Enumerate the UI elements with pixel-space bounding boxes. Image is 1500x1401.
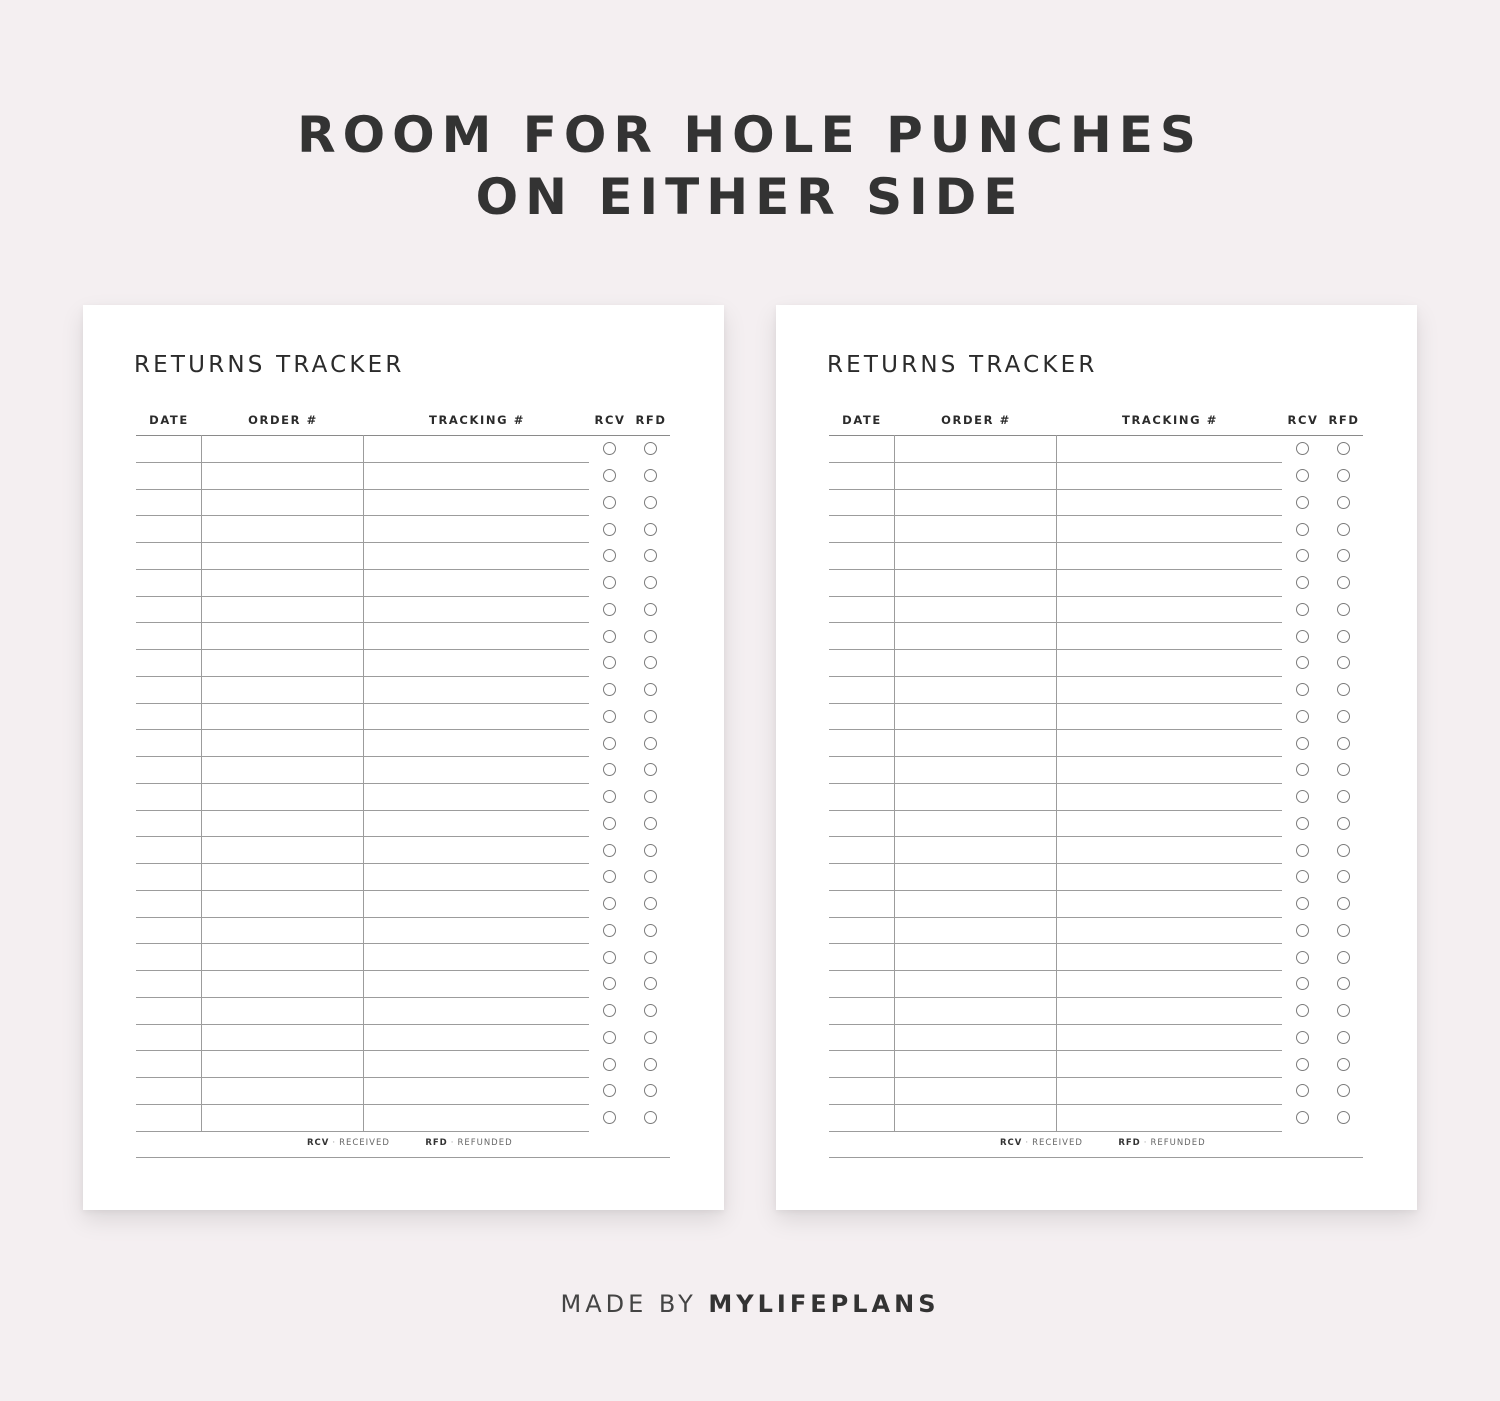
rcv-checkbox[interactable]	[1296, 1058, 1309, 1071]
rfd-checkbox[interactable]	[1337, 1111, 1350, 1124]
row-rule	[829, 676, 1282, 677]
rfd-checkbox[interactable]	[1337, 977, 1350, 990]
rcv-checkbox[interactable]	[1296, 496, 1309, 509]
headline	[0, 104, 1500, 228]
legend-rcv-text: RECEIVED	[1032, 1138, 1083, 1148]
rfd-checkbox[interactable]	[644, 469, 657, 482]
rcv-checkbox[interactable]	[1296, 763, 1309, 776]
row-rule	[136, 462, 589, 463]
rfd-checkbox[interactable]	[644, 1084, 657, 1097]
rfd-checkbox[interactable]	[644, 951, 657, 964]
legend-rcv-abbr: RCV	[307, 1138, 330, 1148]
rfd-checkbox[interactable]	[1337, 683, 1350, 696]
rfd-checkbox[interactable]	[1337, 630, 1350, 643]
row-rule	[136, 1050, 589, 1051]
column-header-order: ORDER #	[941, 413, 1011, 427]
row-rule	[136, 569, 589, 570]
row-rule	[136, 622, 589, 623]
row-rule	[136, 783, 589, 784]
rcv-checkbox[interactable]	[1296, 924, 1309, 937]
rfd-checkbox[interactable]	[1337, 469, 1350, 482]
row-rule	[136, 890, 589, 891]
rcv-checkbox[interactable]	[603, 442, 616, 455]
rcv-checkbox[interactable]	[1296, 523, 1309, 536]
rfd-checkbox[interactable]	[1337, 496, 1350, 509]
column-header-rfd: RFD	[1328, 413, 1360, 427]
header-rule	[829, 435, 1363, 436]
rfd-checkbox[interactable]	[1337, 763, 1350, 776]
rcv-checkbox[interactable]	[1296, 737, 1309, 750]
row-rule	[829, 1131, 1282, 1132]
legend-rfd-abbr: RFD	[425, 1138, 448, 1148]
legend-bottom-rule	[829, 1157, 1363, 1158]
footer-lead: MADE BY	[560, 1290, 697, 1318]
row-rule	[136, 676, 589, 677]
rfd-checkbox[interactable]	[644, 549, 657, 562]
row-rule	[829, 943, 1282, 944]
row-rule	[829, 783, 1282, 784]
rfd-checkbox[interactable]	[1337, 924, 1350, 937]
rfd-checkbox[interactable]	[1337, 710, 1350, 723]
rfd-checkbox[interactable]	[1337, 1084, 1350, 1097]
rcv-checkbox[interactable]	[1296, 683, 1309, 696]
rcv-checkbox[interactable]	[1296, 897, 1309, 910]
row-rule	[136, 515, 589, 516]
column-header-tracking: TRACKING #	[429, 413, 525, 427]
row-rule	[829, 836, 1282, 837]
rfd-checkbox[interactable]	[644, 523, 657, 536]
rcv-checkbox[interactable]	[603, 630, 616, 643]
column-header-rcv: RCV	[594, 413, 626, 427]
rfd-checkbox[interactable]	[1337, 656, 1350, 669]
rcv-checkbox[interactable]	[1296, 469, 1309, 482]
rcv-checkbox[interactable]	[603, 844, 616, 857]
rcv-checkbox[interactable]	[603, 1031, 616, 1044]
rfd-checkbox[interactable]	[1337, 549, 1350, 562]
footer-credit	[0, 1290, 1500, 1318]
row-rule	[136, 810, 589, 811]
rfd-checkbox[interactable]	[644, 737, 657, 750]
rcv-checkbox[interactable]	[603, 870, 616, 883]
legend-rfd-text: REFUNDED	[1150, 1138, 1206, 1148]
rcv-checkbox[interactable]	[1296, 1111, 1309, 1124]
rfd-checkbox[interactable]	[644, 1058, 657, 1071]
headline-line-2: ON EITHER SIDE	[475, 168, 1025, 226]
headline-line-1: ROOM FOR HOLE PUNCHES	[297, 106, 1203, 164]
rcv-checkbox[interactable]	[1296, 576, 1309, 589]
column-header-rcv: RCV	[1287, 413, 1319, 427]
row-rule	[829, 863, 1282, 864]
row-rule	[136, 970, 589, 971]
sheet-title: RETURNS TRACKER	[827, 352, 1098, 378]
rcv-checkbox[interactable]	[1296, 790, 1309, 803]
rfd-checkbox[interactable]	[1337, 603, 1350, 616]
rcv-checkbox[interactable]	[603, 710, 616, 723]
rfd-checkbox[interactable]	[644, 870, 657, 883]
returns-tracker-sheet-right	[776, 305, 1417, 1210]
rcv-checkbox[interactable]	[603, 469, 616, 482]
rfd-checkbox[interactable]	[644, 496, 657, 509]
rcv-checkbox[interactable]	[603, 1084, 616, 1097]
row-rule	[136, 917, 589, 918]
row-rule	[829, 569, 1282, 570]
rfd-checkbox[interactable]	[1337, 817, 1350, 830]
row-rule	[829, 1050, 1282, 1051]
rcv-checkbox[interactable]	[1296, 710, 1309, 723]
column-header-tracking: TRACKING #	[1122, 413, 1218, 427]
rcv-checkbox[interactable]	[603, 924, 616, 937]
rfd-checkbox[interactable]	[644, 977, 657, 990]
rcv-checkbox[interactable]	[603, 496, 616, 509]
row-rule	[829, 1104, 1282, 1105]
row-rule	[829, 515, 1282, 516]
rfd-checkbox[interactable]	[1337, 523, 1350, 536]
rcv-checkbox[interactable]	[603, 737, 616, 750]
rcv-checkbox[interactable]	[603, 1058, 616, 1071]
row-rule	[136, 703, 589, 704]
row-rule	[829, 596, 1282, 597]
rfd-checkbox[interactable]	[1337, 951, 1350, 964]
row-rule	[136, 489, 589, 490]
row-rule	[136, 1104, 589, 1105]
row-rule	[136, 596, 589, 597]
rcv-checkbox[interactable]	[603, 1111, 616, 1124]
rfd-checkbox[interactable]	[644, 710, 657, 723]
row-rule	[829, 756, 1282, 757]
rcv-checkbox[interactable]	[603, 977, 616, 990]
rcv-checkbox[interactable]	[1296, 844, 1309, 857]
legend-rcv-abbr: RCV	[1000, 1138, 1023, 1148]
row-rule	[829, 890, 1282, 891]
rcv-checkbox[interactable]	[1296, 870, 1309, 883]
rfd-checkbox[interactable]	[644, 683, 657, 696]
rcv-checkbox[interactable]	[1296, 1031, 1309, 1044]
rcv-checkbox[interactable]	[603, 683, 616, 696]
rcv-checkbox[interactable]	[1296, 977, 1309, 990]
returns-tracker-sheet-left	[83, 305, 724, 1210]
row-rule	[829, 489, 1282, 490]
row-rule	[136, 729, 589, 730]
row-rule	[136, 836, 589, 837]
header-rule	[136, 435, 670, 436]
rfd-checkbox[interactable]	[1337, 870, 1350, 883]
rfd-checkbox[interactable]	[644, 1004, 657, 1017]
rfd-checkbox[interactable]	[1337, 790, 1350, 803]
row-rule	[136, 943, 589, 944]
legend: RCV · RECEIVED RFD · REFUNDED	[307, 1138, 513, 1148]
rcv-checkbox[interactable]	[1296, 1084, 1309, 1097]
rfd-checkbox[interactable]	[1337, 1058, 1350, 1071]
rfd-checkbox[interactable]	[1337, 1004, 1350, 1017]
row-rule	[829, 810, 1282, 811]
rfd-checkbox[interactable]	[644, 817, 657, 830]
row-rule	[829, 649, 1282, 650]
column-header-date: DATE	[149, 413, 189, 427]
rcv-checkbox[interactable]	[603, 523, 616, 536]
rcv-checkbox[interactable]	[603, 576, 616, 589]
legend-rcv-text: RECEIVED	[339, 1138, 390, 1148]
row-rule	[829, 997, 1282, 998]
rfd-checkbox[interactable]	[1337, 1031, 1350, 1044]
rfd-checkbox[interactable]	[1337, 737, 1350, 750]
rfd-checkbox[interactable]	[644, 656, 657, 669]
rcv-checkbox[interactable]	[603, 656, 616, 669]
rcv-checkbox[interactable]	[603, 603, 616, 616]
rcv-checkbox[interactable]	[603, 549, 616, 562]
row-rule	[136, 542, 589, 543]
row-rule	[136, 756, 589, 757]
rcv-checkbox[interactable]	[603, 951, 616, 964]
rfd-checkbox[interactable]	[644, 630, 657, 643]
legend-bottom-rule	[136, 1157, 670, 1158]
sheet-title: RETURNS TRACKER	[134, 352, 405, 378]
row-rule	[829, 1024, 1282, 1025]
rfd-checkbox[interactable]	[1337, 844, 1350, 857]
rfd-checkbox[interactable]	[644, 790, 657, 803]
rcv-checkbox[interactable]	[603, 897, 616, 910]
row-rule	[829, 917, 1282, 918]
column-header-order: ORDER #	[248, 413, 318, 427]
column-header-rfd: RFD	[635, 413, 667, 427]
rcv-checkbox[interactable]	[1296, 817, 1309, 830]
row-rule	[829, 970, 1282, 971]
rcv-checkbox[interactable]	[1296, 1004, 1309, 1017]
row-rule	[829, 729, 1282, 730]
row-rule	[829, 622, 1282, 623]
rcv-checkbox[interactable]	[1296, 603, 1309, 616]
rcv-checkbox[interactable]	[1296, 951, 1309, 964]
footer-brand: MYLIFEPLANS	[708, 1290, 940, 1318]
rcv-checkbox[interactable]	[1296, 442, 1309, 455]
row-rule	[136, 863, 589, 864]
row-rule	[136, 997, 589, 998]
row-rule	[136, 1131, 589, 1132]
rfd-checkbox[interactable]	[644, 1111, 657, 1124]
legend: RCV · RECEIVED RFD · REFUNDED	[1000, 1138, 1206, 1148]
row-rule	[829, 703, 1282, 704]
row-rule	[136, 1024, 589, 1025]
rfd-checkbox[interactable]	[644, 576, 657, 589]
rfd-checkbox[interactable]	[644, 844, 657, 857]
rcv-checkbox[interactable]	[1296, 630, 1309, 643]
rcv-checkbox[interactable]	[603, 763, 616, 776]
rcv-checkbox[interactable]	[603, 790, 616, 803]
rfd-checkbox[interactable]	[644, 1031, 657, 1044]
row-rule	[829, 462, 1282, 463]
legend-rfd-text: REFUNDED	[457, 1138, 513, 1148]
row-rule	[829, 542, 1282, 543]
rcv-checkbox[interactable]	[603, 1004, 616, 1017]
rfd-checkbox[interactable]	[644, 897, 657, 910]
row-rule	[136, 649, 589, 650]
legend-rfd-abbr: RFD	[1118, 1138, 1141, 1148]
row-rule	[136, 1077, 589, 1078]
rcv-checkbox[interactable]	[1296, 656, 1309, 669]
rfd-checkbox[interactable]	[644, 924, 657, 937]
row-rule	[829, 1077, 1282, 1078]
rfd-checkbox[interactable]	[1337, 442, 1350, 455]
rfd-checkbox[interactable]	[644, 442, 657, 455]
column-header-date: DATE	[842, 413, 882, 427]
rfd-checkbox[interactable]	[1337, 576, 1350, 589]
rfd-checkbox[interactable]	[644, 763, 657, 776]
rfd-checkbox[interactable]	[1337, 897, 1350, 910]
rcv-checkbox[interactable]	[603, 817, 616, 830]
rfd-checkbox[interactable]	[644, 603, 657, 616]
rcv-checkbox[interactable]	[1296, 549, 1309, 562]
